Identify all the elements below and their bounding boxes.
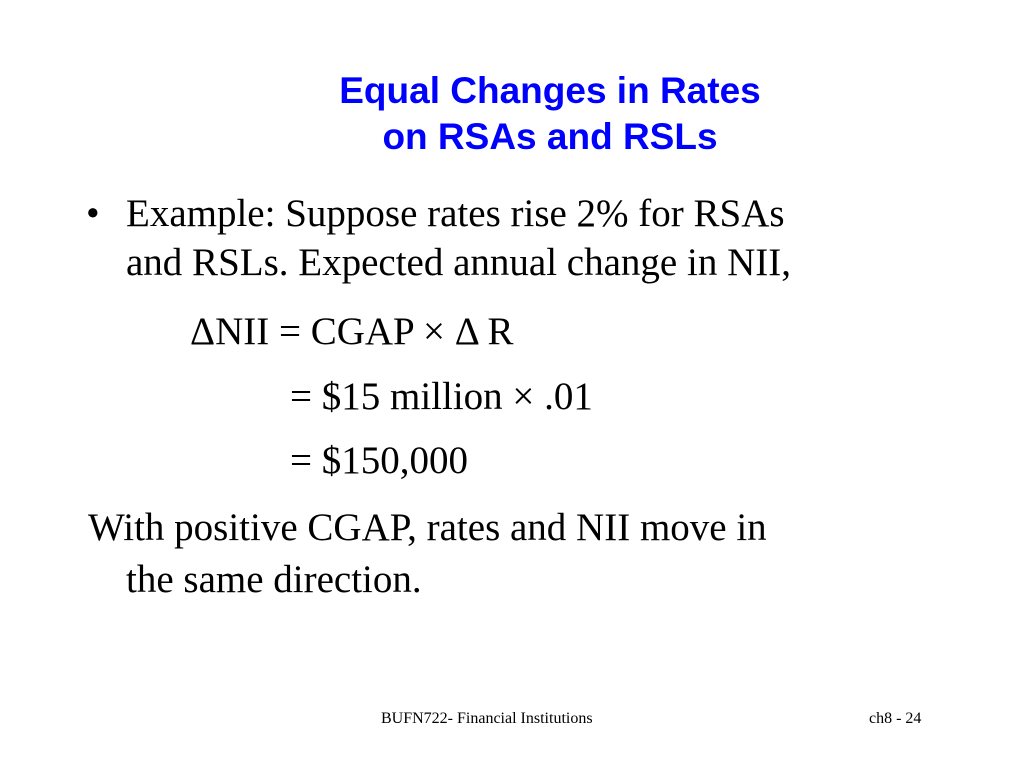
bullet-icon: • <box>86 192 100 235</box>
slide-title <box>0 68 1024 160</box>
footer-page-number: ch8 - 24 <box>869 710 922 727</box>
title-line-1: Equal Changes in Rates <box>339 70 761 111</box>
equation-line-2: = $15 million × .01 <box>290 375 593 418</box>
conclusion-line-1: With positive CGAP, rates and NII move in <box>88 506 767 549</box>
bullet-text-line-2: and RSLs. Expected annual change in NII, <box>126 241 791 284</box>
footer-course: BUFN722- Financial Institutions <box>381 710 593 727</box>
title-line-2: on RSAs and RSLs <box>382 116 718 157</box>
equation-line-1: ΔNII = CGAP × Δ R <box>190 310 514 353</box>
bullet-text-line-1: Example: Suppose rates rise 2% for RSAs <box>126 192 785 235</box>
conclusion-line-2: the same direction. <box>126 558 422 601</box>
equation-line-3: = $150,000 <box>290 439 468 482</box>
